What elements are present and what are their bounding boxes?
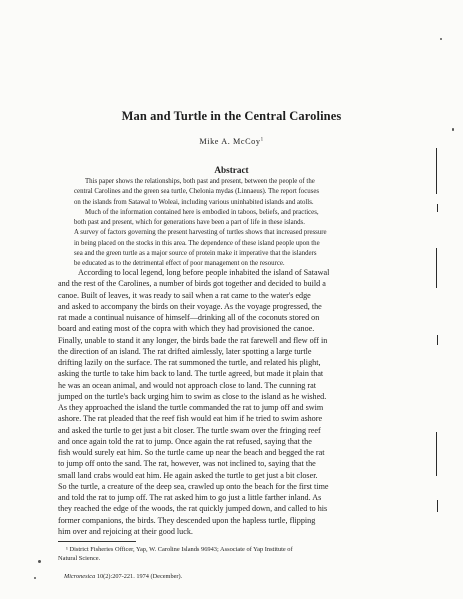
author-footnote-marker: 1 bbox=[260, 137, 264, 143]
footnote-line: ¹ District Fisheries Officer, Yap, W. Caroline Islands 96943; Associate of Yap Institute of bbox=[66, 546, 293, 553]
body-line: As they approached the island the turtle commanded the rat to jump off and swim bbox=[58, 403, 324, 412]
abstract-line: on the islands from Satawal to Woleai, including various uninhabited islands and atolls. bbox=[74, 198, 314, 206]
scan-speck bbox=[440, 38, 442, 40]
body-line: jumped on the turtle's back urging him to swim as close to the island as he wished. bbox=[58, 391, 327, 401]
citation-details: 10(2):207-221. 1974 (December). bbox=[95, 573, 183, 580]
body-line: So the turtle, a creature of the deep sea, crawled up onto the beach for the first time bbox=[58, 481, 329, 491]
author-name: Mike A. McCoy bbox=[199, 137, 261, 146]
body-line: he was an ocean animal, and would not approach close to land. The cunning rat bbox=[58, 380, 316, 390]
body-line: the direction of an island. The rat drifted aimlessly, later spotting a large turtle bbox=[58, 346, 312, 356]
scan-margin-mark bbox=[437, 335, 438, 345]
body-text bbox=[58, 267, 406, 537]
body-line: rat made a continual nuisance of himself—drinking all of the coconuts stored on bbox=[58, 313, 320, 322]
scan-speck bbox=[38, 560, 41, 563]
scan-margin-mark bbox=[436, 148, 437, 194]
footnote-line: Natural Science. bbox=[58, 554, 101, 562]
abstract-line: central Carolines and the green sea turtle, Chelonia mydas (Linnaeus). The report focuses bbox=[74, 188, 320, 196]
body-line: and once again told the rat to jump. Once again the rat refused, saying that the bbox=[58, 436, 312, 446]
body-line: to jump off onto the sand. The rat, however, was not inclined to, saying that the bbox=[58, 459, 316, 469]
footnote-divider bbox=[58, 541, 136, 542]
abstract-heading: Abstract bbox=[214, 165, 249, 175]
body-line: canoe. Built of leaves, it was ready to sail when a rat came to the water's edge bbox=[58, 290, 311, 300]
body-line: they reached the edge of the woods, the rat quickly jumped down, and called to his bbox=[58, 504, 328, 514]
body-line: former companions, the birds. They descended upon the hapless turtle, flipping bbox=[58, 515, 316, 525]
abstract-line: A survey of factors governing the present harvesting of turtles shows that increased pressure bbox=[74, 229, 327, 237]
abstract-line: This paper shows the relationships, both past and present, between the people of the bbox=[85, 178, 315, 185]
abstract-line: be educated as to the detrimental effect of poor management on the resource. bbox=[74, 260, 285, 268]
abstract-text bbox=[74, 177, 390, 270]
scan-speck bbox=[452, 128, 454, 131]
scan-margin-mark bbox=[437, 500, 438, 512]
scan-margin-mark bbox=[436, 432, 437, 476]
abstract-line: both past and present, which for generations have been a part of life in these islands. bbox=[74, 219, 305, 227]
journal-name: Micronesica bbox=[64, 573, 96, 580]
scan-margin-mark bbox=[437, 204, 438, 212]
body-line: ashore. The rat pleaded that the reef fish would eat him if he tried to swim ashore bbox=[58, 414, 323, 424]
body-line: and asked to accompany the birds on their voyage. As the voyage progressed, the bbox=[58, 301, 322, 311]
body-line: him over and rejoicing at their good luck. bbox=[58, 526, 193, 536]
body-line: and asked the turtle to get just a bit closer. The turtle swam over the fringing reef bbox=[58, 425, 321, 435]
body-line: small land crabs would eat him. He again asked the turtle to get just a bit closer. bbox=[58, 470, 318, 480]
body-line: and the rest of the Carolines, a number of birds got together and decided to build a bbox=[58, 279, 326, 289]
body-line: According to local legend, long before people inhabited the island of Satawal bbox=[78, 268, 330, 277]
body-line: and told the rat to jump off. The rat asked him to go just a little farther inland. As bbox=[58, 493, 322, 502]
abstract-line: sea and the green turtle as a major source of protein make it imperative that the islanders bbox=[74, 250, 317, 258]
footnote bbox=[58, 546, 408, 563]
scan-margin-mark bbox=[436, 248, 437, 288]
scan-speck bbox=[34, 577, 36, 579]
body-line: Finally, unable to stand it any longer, the birds bade the rat farewell and flew off in bbox=[58, 335, 328, 345]
abstract-line: in being placed on the stocks in this area. The dependence of these island people upon the bbox=[74, 239, 320, 247]
body-line: board and eating most of the copra with which they had provisioned the canoe. bbox=[58, 324, 315, 334]
body-line: fish would surely eat him. So the turtle came up near the beach and begged the rat bbox=[58, 448, 325, 457]
article-title: Man and Turtle in the Central Carolines bbox=[121, 109, 342, 123]
abstract-line: Much of the information contained here is embodied in taboos, beliefs, and practices, bbox=[85, 208, 319, 216]
author-line bbox=[0, 137, 463, 146]
body-line: drifting lazily on the surface. The rat summoned the turtle, and related his plight, bbox=[58, 358, 321, 367]
body-line: asking the turtle to take him back to land. The turtle agreed, but made it plain that bbox=[58, 369, 324, 379]
journal-citation bbox=[64, 573, 182, 580]
